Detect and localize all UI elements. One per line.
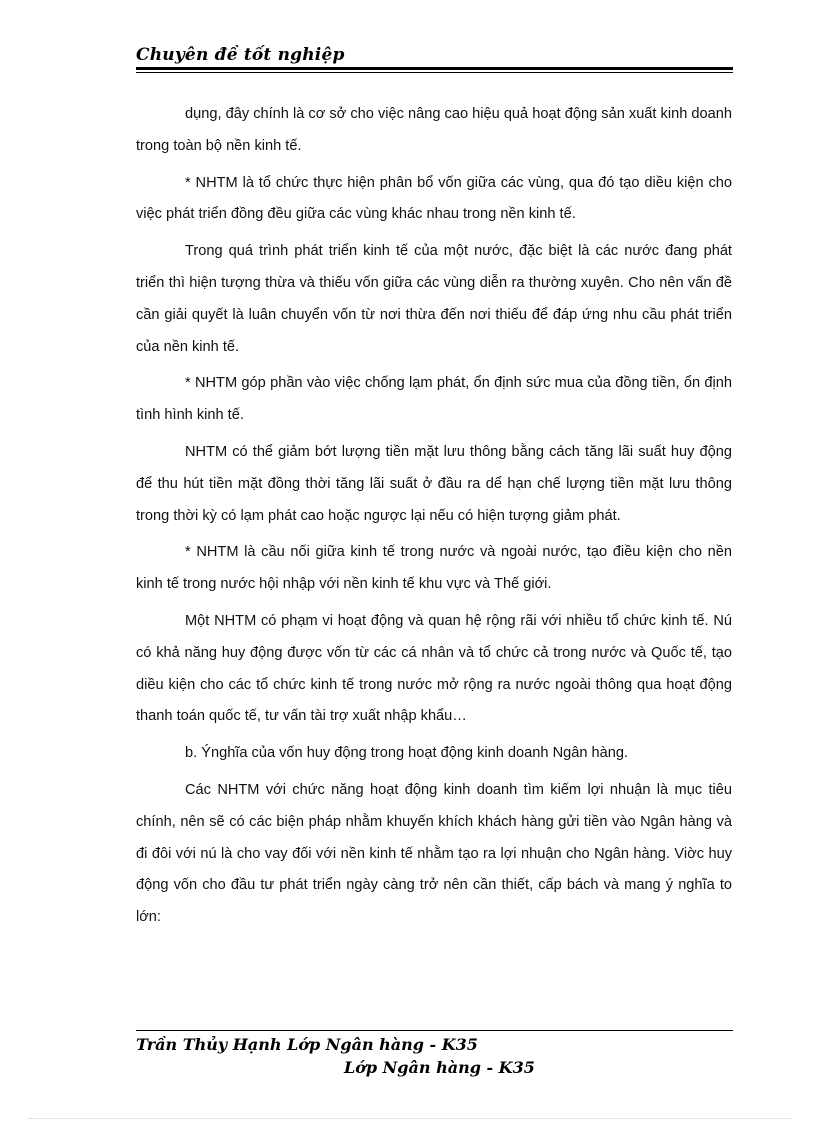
paragraph-6: * NHTM là cầu nối giữa kinh tế trong nước và ngoài nước, tạo điều kiện cho nền kinh tế trong nước hội nhập với nền kinh tế khu vực và Thế giới. <box>136 544 732 593</box>
paragraph-7: Một NHTM có phạm vi hoạt động và quan hệ rộng rãi với nhiều tổ chức kinh tế. Nú có khả năng huy động được vốn từ các cá nhân và tổ chức cả trong nước và Quốc tế, tạo diều kiện cho các tổ chức kinh tế trong nước mở rộng ra nước ngoài thông qua hoạt động thanh toán quốc tế, tư vấn tài trợ xuất nhập khẩu… <box>136 612 732 725</box>
body-text <box>136 99 732 939</box>
header-title: Chuyên đề tốt nghiệp <box>136 45 345 65</box>
paragraph-1: dụng, đây chính là cơ sở cho việc nâng cao hiệu quả hoạt động sản xuất kinh doanh trong toàn bộ nền kinh tế. <box>136 106 732 154</box>
paragraph-5: NHTM có thể giảm bớt lượng tiền mặt lưu thông bằng cách tăng lãi suất huy động để thu hút tiền mặt đồng thời tăng lãi suất ở đầu ra dể hạn chế lượng tiền mặt lưu thông trong thời kỳ có lạm phát cao hoặc ngược lại nếu có hiện tượng giảm phát. <box>136 443 732 524</box>
header-rule-thin <box>136 72 733 73</box>
footer-class: Lớp Ngân hàng - K35 <box>344 1058 535 1077</box>
section-heading: b. Ýnghĩa của vốn huy động trong hoạt động kinh doanh Ngân hàng. <box>185 745 629 762</box>
footer-rule <box>136 1030 733 1031</box>
paragraph-3: Trong quá trình phát triển kinh tế của một nước, đặc biệt là các nước đang phát triển thì hiện tượng thừa và thiếu vốn giữa các vùng diễn ra thường xuyên. Cho nên vấn đề cần giải quyết là luân chuyển vốn từ nơi thừa đến nơi thiếu để đáp ứng nhu cầu phát triển của nền kinh tế. <box>136 243 732 355</box>
paragraph-9: Các NHTM với chức năng hoạt động kinh doanh tìm kiếm lợi nhuận là mục tiêu chính, nên sẽ có các biện pháp nhằm khuyến khích khách hàng gửi tiền vào Ngân hàng và đi đôi với nú là cho vay đối với nền kinh tế nhằm tạo ra lợi nhuận cho Ngân hàng. Viờc huy động vốn cho đầu tư phát triển ngày càng trở nên cần thiết, cấp bách và mang ý nghĩa to lớn: <box>136 781 732 926</box>
page-edge <box>28 1118 792 1119</box>
header-rule <box>136 67 733 70</box>
paragraph-2: * NHTM là tổ chức thực hiện phân bổ vốn giữa các vùng, qua đó tạo diều kiện cho việc phát triển đồng đều giữa các vùng khác nhau trong nền kinh tế. <box>136 174 732 223</box>
paragraph-4: * NHTM góp phần vào việc chống lạm phát, ổn định sức mua của đồng tiền, ổn định tình hình kinh tế. <box>136 375 732 424</box>
footer-author: Trần Thủy Hạnh Lớp Ngân hàng - K35 <box>136 1035 478 1054</box>
